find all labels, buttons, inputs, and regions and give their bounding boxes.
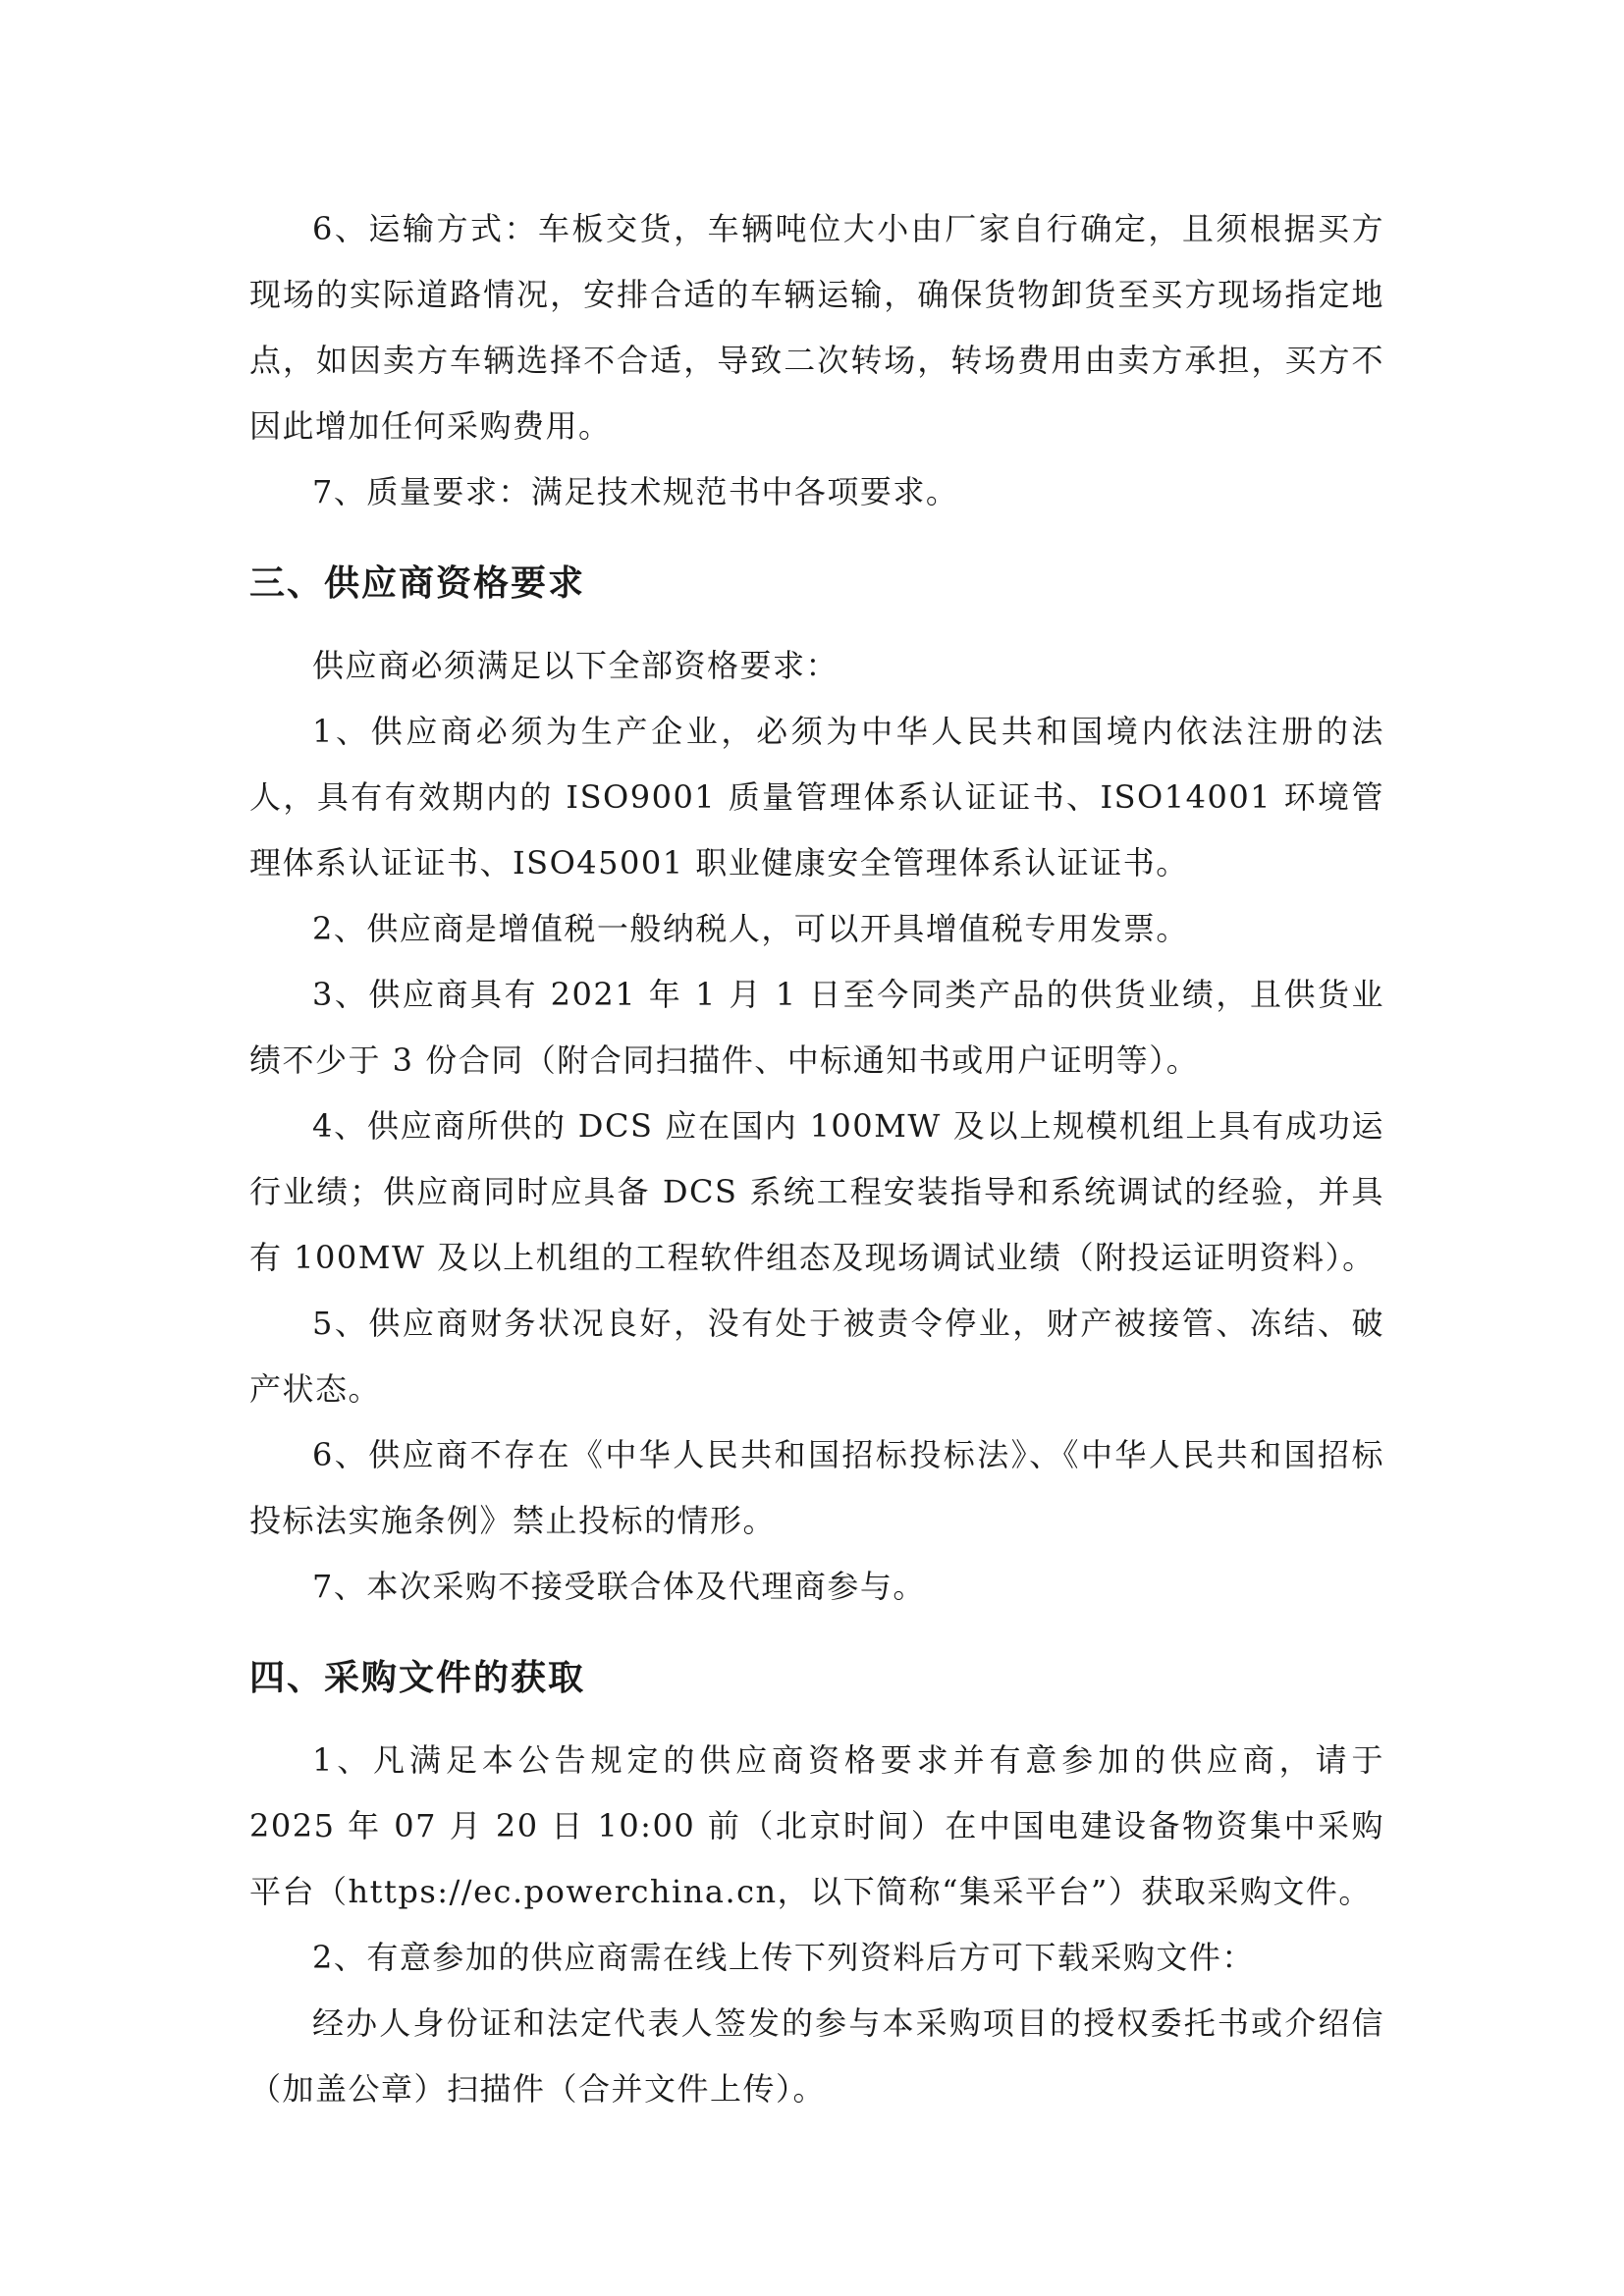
requirement-item: 2、供应商是增值税一般纳税人，可以开具增值税专用发票。 bbox=[312, 910, 1189, 947]
paragraph-transport: 6、运输方式：车板交货，车辆吨位大小由厂家自行确定，且须根据买方现场的实际道路情况，安排合适的车辆运输，确保货物卸货至买方现场指定地点，如因卖方车辆选择不合适，导致二次转场，转场费用由卖方承担，买方不因此增加任何采购费用。 bbox=[249, 210, 1384, 445]
requirement-item: 3、供应商具有 2021 年 1 月 1 日至今同类产品的供货业绩，且供货业绩不少于 3 份合同（附合同扫描件、中标通知书或用户证明等）。 bbox=[249, 976, 1384, 1079]
requirement-item: 4、供应商所供的 DCS 应在国内 100MW 及以上规模机组上具有成功运行业绩；供应商同时应具备 DCS 系统工程安装指导和系统调试的经验，并具有 100MW 及以上机组的工程软件组态及现场调试业绩（附投运证明资料）。 bbox=[249, 1107, 1384, 1276]
requirement-item: 6、供应商不存在《中华人民共和国招标投标法》、《中华人民共和国招标投标法实施条例》禁止投标的情形。 bbox=[249, 1436, 1384, 1539]
requirement-item: 1、供应商必须为生产企业，必须为中华人民共和国境内依法注册的法人，具有有效期内的 ISO9001 质量管理体系认证证书、ISO14001 环境管理体系认证证书、ISO45001 职业健康安全管理体系认证证书。 bbox=[249, 713, 1384, 881]
procurement-item: 1、凡满足本公告规定的供应商资格要求并有意参加的供应商，请于 2025 年 07 月 20 日 10:00 前（北京时间）在中国电建设备物资集中采购平台（https://ec.powerchina.cn，以下简称“集采平台”）获取采购文件。 bbox=[249, 1741, 1384, 1910]
section-4-heading: 四、采购文件的获取 bbox=[249, 1658, 586, 1698]
section-3-heading: 三、供应商资格要求 bbox=[249, 563, 586, 604]
procurement-item: 经办人身份证和法定代表人签发的参与本采购项目的授权委托书或介绍信（加盖公章）扫描件（合并文件上传）。 bbox=[249, 2004, 1384, 2108]
section-3-intro: 供应商必须满足以下全部资格要求： bbox=[312, 647, 839, 684]
procurement-item: 2、有意参加的供应商需在线上传下列资料后方可下载采购文件： bbox=[312, 1939, 1255, 1976]
paragraph-quality: 7、质量要求：满足技术规范书中各项要求。 bbox=[312, 473, 959, 510]
requirement-item: 5、供应商财务状况良好，没有处于被责令停业，财产被接管、冻结、破产状态。 bbox=[249, 1305, 1384, 1408]
document-body bbox=[249, 196, 1384, 2122]
requirement-item: 7、本次采购不接受联合体及代理商参与。 bbox=[312, 1568, 926, 1605]
